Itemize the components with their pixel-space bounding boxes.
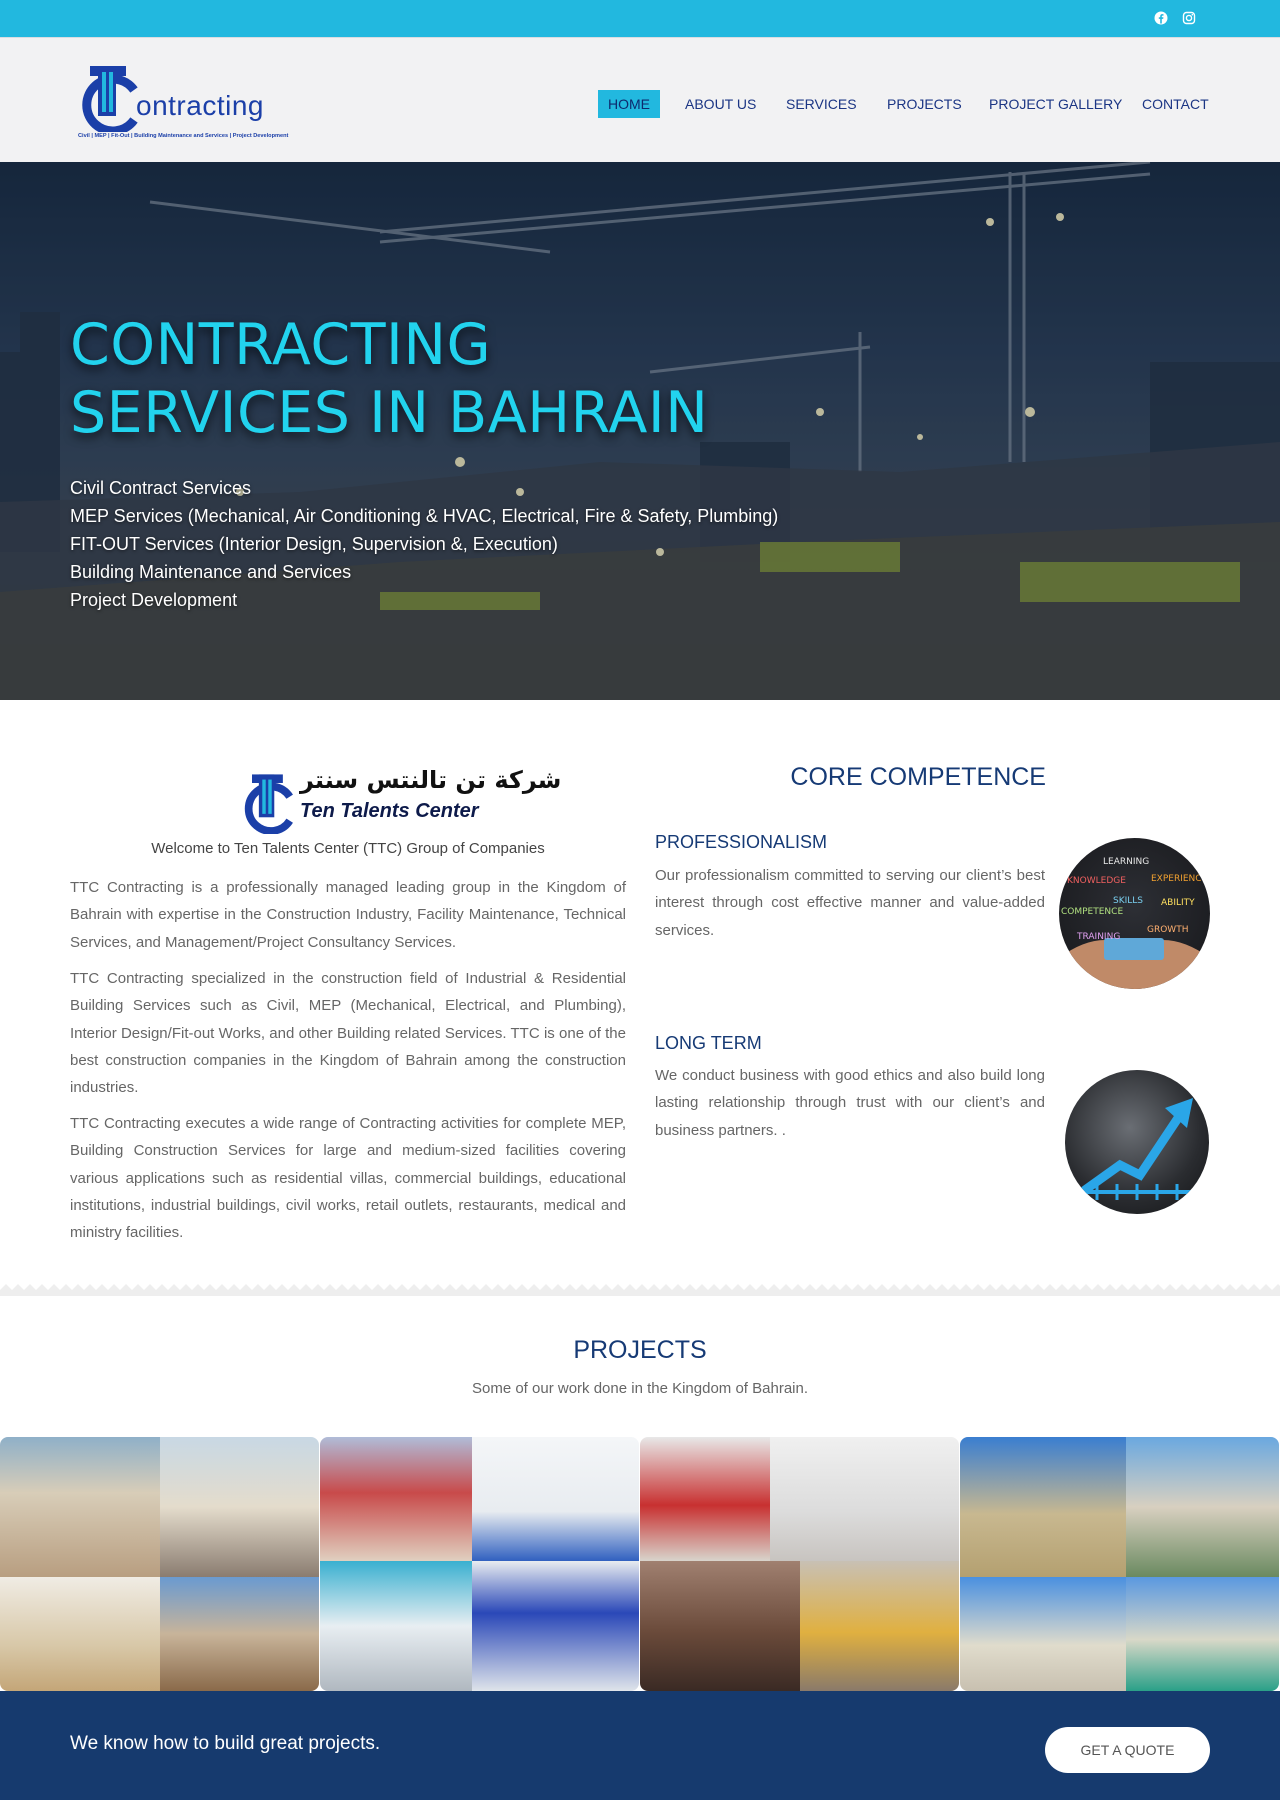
skill-word-skills: SKILLS <box>1113 896 1144 906</box>
hero-service-item: Building Maintenance and Services <box>70 562 352 582</box>
hero-banner <box>0 162 1280 700</box>
professionalism-title: PROFESSIONALISM <box>655 832 828 852</box>
cta-text: We know how to build great projects. <box>70 1733 381 1754</box>
skill-word-experience: EXPERIENCE <box>1151 874 1208 884</box>
nav-about-us[interactable]: ABOUT US <box>685 96 757 112</box>
logo-word: ontracting <box>136 90 264 121</box>
long-term-title: LONG TERM <box>655 1033 762 1053</box>
skill-word-growth: GROWTH <box>1147 925 1189 935</box>
wave-divider <box>0 1284 1280 1296</box>
welcome-heading: Welcome to Ten Talents Center (TTC) Group of Companies <box>151 840 545 857</box>
logo-arabic-text: شركة تن تالنتس سنتر <box>300 766 562 794</box>
skills-image-graphic <box>1059 838 1210 989</box>
top-bar <box>0 0 1280 37</box>
hero-title-line1: CONTRACTING <box>70 312 492 378</box>
logo-english-text: Ten Talents Center <box>300 800 479 822</box>
ttc-logo <box>240 766 562 836</box>
long-term-image <box>1065 1070 1209 1214</box>
professionalism-image <box>1059 838 1210 989</box>
nav-projects[interactable]: PROJECTS <box>887 96 962 112</box>
company-logo[interactable] <box>76 62 296 144</box>
nav-contact[interactable]: CONTACT <box>1142 96 1209 112</box>
hero-service-item: Project Development <box>70 590 238 610</box>
long-term-text: We conduct business with good ethics and also build long lasting relationship through trust with our client’s and business partners. . <box>655 1067 1045 1139</box>
projects-title: PROJECTS <box>573 1336 707 1364</box>
skill-word-competence: COMPETENCE <box>1061 907 1124 917</box>
about-paragraph: TTC Contracting executes a wide range of Contracting activities for complete MEP, Building Construction Services for large and medium-sized facilities covering various applications such as residential villas, commercial buildings, educational institutions, industrial buildings, civil works, retail outlets, restaurants, medical and ministry facilities. <box>70 1115 626 1242</box>
about-paragraph: TTC Contracting specialized in the construction field of Industrial & Residential Building Services such as Civil, MEP (Mechanical, Electrical, and Plumbing), Interior Design/Fit-out Works, and other Building related Services. TTC is one of the best construction companies in the Kingdom of Bahrain among the construction industries. <box>70 970 626 1097</box>
projects-subtitle: Some of our work done in the Kingdom of Bahrain. <box>471 1380 809 1397</box>
instagram-icon[interactable] <box>1181 10 1197 26</box>
growth-arrow-graphic <box>1065 1070 1209 1214</box>
facebook-icon[interactable] <box>1153 10 1169 26</box>
hero-services-list <box>70 474 778 614</box>
hero-service-item: Civil Contract Services <box>70 478 252 498</box>
cta-banner <box>0 1691 1280 1800</box>
professionalism-text: Our professionalism committed to serving our client’s best interest through cost effective manner and value-added services. <box>655 867 1045 939</box>
skill-word-knowledge: KNOWLEDGE <box>1067 876 1126 886</box>
nav-project-gallery[interactable]: PROJECT GALLERY <box>989 96 1123 112</box>
hero-service-item: FIT-OUT Services (Interior Design, Supervision &, Execution) <box>70 534 558 554</box>
skill-word-ability: ABILITY <box>1161 898 1195 908</box>
logo-tagline: Civil | MEP | Fit-Out | Building Maintenance and Services | Project Development <box>78 133 289 139</box>
about-paragraph: TTC Contracting is a professionally managed leading group in the Kingdom of Bahrain with expertise in the Construction Industry, Facility Maintenance, Technical Services, and Management/Project Consultancy Services. <box>70 879 626 951</box>
project-tile-villas[interactable] <box>0 1437 319 1691</box>
skill-word-learning: LEARNING <box>1103 857 1150 867</box>
ttc-emblem-icon <box>240 768 300 834</box>
project-tile-interiors[interactable] <box>320 1437 639 1691</box>
get-a-quote-button[interactable]: GET A QUOTE <box>1045 1727 1210 1773</box>
project-tile-buildings[interactable] <box>960 1437 1279 1691</box>
skill-word-training: TRAINING <box>1077 932 1121 942</box>
nav-services[interactable]: SERVICES <box>786 96 857 112</box>
hero-service-item: MEP Services (Mechanical, Air Conditioning & HVAC, Electrical, Fire & Safety, Plumbing) <box>70 506 779 526</box>
site-header <box>0 37 1280 162</box>
project-tile-retail[interactable] <box>640 1437 959 1691</box>
nav-home[interactable]: HOME <box>598 90 660 118</box>
core-competence-title: CORE COMPETENCE <box>790 763 1046 791</box>
hero-title-line2: SERVICES IN BAHRAIN <box>70 380 709 446</box>
